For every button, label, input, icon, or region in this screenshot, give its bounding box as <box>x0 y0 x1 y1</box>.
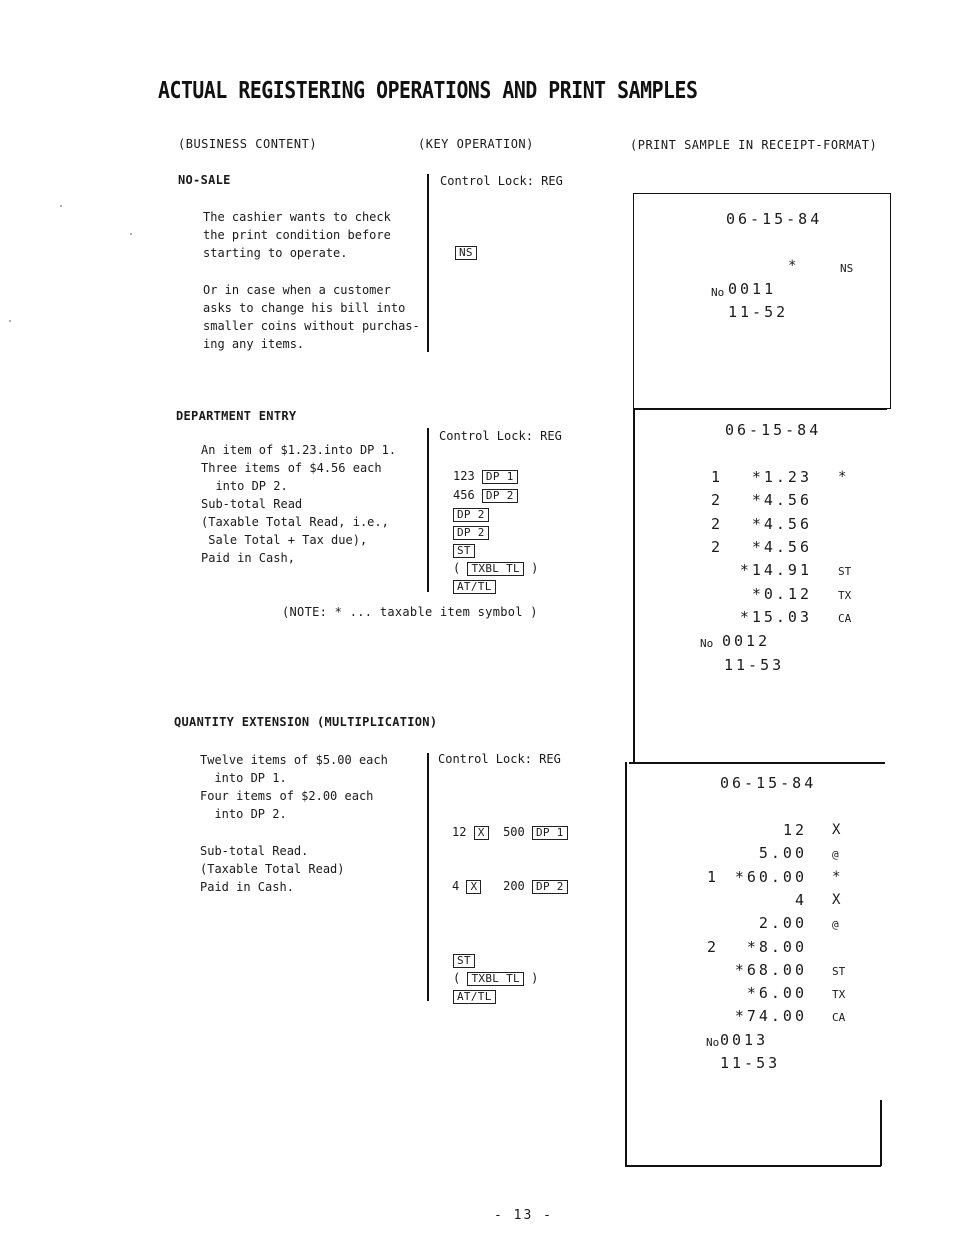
receipt-number: 0011 <box>728 280 777 298</box>
receipt-symbol: ST <box>832 964 846 978</box>
receipt-number: 0012 <box>722 632 771 650</box>
receipt-symbol: TX <box>832 988 846 1002</box>
receipt-dept-number: 2 <box>707 937 720 956</box>
quantity-extension-steps: Sub-total Read. (Taxable Total Read) Paid in Cash. <box>200 844 345 894</box>
receipt-amount: *0.12 <box>751 584 812 603</box>
dp1-key: DP 1 <box>532 826 568 840</box>
at-tl-key: AT/TL <box>453 990 496 1004</box>
quantity-entry: 4 <box>452 879 460 893</box>
key-sequence-line <box>453 505 489 523</box>
ns-key: NS <box>455 246 477 260</box>
quantity-extension-title: QUANTITY EXTENSION (MULTIPLICATION) <box>174 715 438 729</box>
page-title: ACTUAL REGISTERING OPERATIONS AND PRINT SAMPLES <box>158 78 698 104</box>
receipt-date: 06-15-84 <box>725 421 822 439</box>
txbl-tl-key: TXBL TL <box>467 562 523 576</box>
receipt-amount: *1.23 <box>751 468 812 486</box>
key-sequence-line <box>453 467 518 485</box>
amount-entry: 123 <box>453 469 475 483</box>
receipt-time: 11-53 <box>724 656 785 674</box>
receipt-left-edge <box>625 762 627 1166</box>
quantity-entry: 12 <box>452 825 467 839</box>
receipt-symbol: * <box>838 469 847 485</box>
column-heading-key: (KEY OPERATION) <box>418 137 534 151</box>
receipt-time: 11-53 <box>720 1054 781 1072</box>
receipt-dept-number: 2 <box>711 491 724 510</box>
multiply-key: X <box>466 880 481 894</box>
receipt-no-symbol: No <box>711 286 725 299</box>
paren-close: ) <box>531 561 539 575</box>
no-sale-title: NO-SALE <box>178 173 231 187</box>
multiply-key: X <box>474 826 489 840</box>
paren-close: ) <box>531 971 539 985</box>
receipt-symbol: @ <box>832 848 839 862</box>
receipt-symbol: ST <box>838 565 852 579</box>
key-sequence-line <box>453 486 518 504</box>
key-sequence-line <box>453 951 475 969</box>
receipt-amount: *6.00 <box>746 984 807 1003</box>
scan-speck <box>60 205 62 207</box>
receipt-amount: *4.56 <box>751 537 812 556</box>
receipt-amount: 4 <box>794 890 807 909</box>
control-lock-label: Control Lock: REG <box>440 174 563 188</box>
receipt-amount: *60.00 <box>734 867 807 886</box>
receipt-date: 06-15-84 <box>720 774 817 792</box>
txbl-tl-key: TXBL TL <box>467 972 523 986</box>
receipt-amount: *74.00 <box>734 1007 807 1026</box>
receipt-amount: *14.91 <box>739 561 812 580</box>
receipt-star-symbol: * <box>788 258 797 274</box>
receipt-number: 0013 <box>720 1031 769 1049</box>
department-entry-title: DEPARTMENT ENTRY <box>176 409 297 423</box>
paren-open: ( <box>453 971 461 985</box>
receipt-date: 06-15-84 <box>726 210 823 228</box>
receipt-amount: 2.00 <box>758 914 807 933</box>
key-sequence-line <box>453 987 496 1005</box>
key-sequence-line <box>452 877 568 895</box>
receipt-right-edge <box>880 1100 882 1166</box>
key-column-divider <box>427 174 429 352</box>
receipt-symbol: CA <box>838 611 852 625</box>
receipt-dept-number: 1 <box>707 867 720 886</box>
at-tl-key: AT/TL <box>453 580 496 594</box>
receipt-symbol: X <box>832 822 841 838</box>
receipt-amount: *15.03 <box>739 607 812 626</box>
receipt-amount: *8.00 <box>746 937 807 956</box>
receipt-symbol: TX <box>838 588 852 602</box>
key-sequence <box>455 243 477 261</box>
no-sale-description-alt: Or in case when a customer asks to change his bill into smaller coins without purchas- ing any items. <box>203 283 420 351</box>
receipt-symbol: * <box>832 868 841 885</box>
amount-entry: 456 <box>453 488 475 502</box>
taxable-note: (NOTE: * ... taxable item symbol ) <box>282 605 538 619</box>
receipt-time: 11-52 <box>728 303 789 321</box>
scan-speck <box>9 320 11 322</box>
receipt-separator <box>629 762 885 764</box>
receipt-symbol: @ <box>832 918 839 932</box>
quantity-extension-description: Twelve items of $5.00 each into DP 1. Four items of $2.00 each into DP 2. <box>200 753 388 821</box>
receipt-no-symbol: No <box>706 1036 720 1049</box>
key-sequence-line <box>453 523 489 541</box>
receipt-amount: *4.56 <box>751 514 812 533</box>
key-sequence-line <box>452 823 568 841</box>
st-key: ST <box>453 954 475 968</box>
receipt-dept-number: 2 <box>711 537 724 556</box>
page-number: - 13 - <box>494 1208 553 1223</box>
receipt-symbol: CA <box>832 1011 846 1025</box>
dp1-key: DP 1 <box>482 470 518 484</box>
receipt-amount: *4.56 <box>751 491 812 510</box>
dp2-key: DP 2 <box>453 508 489 522</box>
receipt-amount: 12 <box>782 821 807 839</box>
dp2-key: DP 2 <box>532 880 568 894</box>
key-sequence-line <box>453 541 475 559</box>
scan-speck <box>130 233 132 235</box>
receipt-bottom-edge <box>625 1165 881 1167</box>
column-heading-business: (BUSINESS CONTENT) <box>178 137 318 151</box>
key-sequence-line <box>453 969 538 987</box>
receipt-separator <box>633 408 887 410</box>
receipt-amount: *68.00 <box>734 960 807 979</box>
control-lock-label: Control Lock: REG <box>439 429 562 443</box>
control-lock-label: Control Lock: REG <box>438 752 561 766</box>
key-sequence-line <box>453 577 496 595</box>
no-sale-description: The cashier wants to check the print condition before starting to operate. <box>203 210 391 260</box>
dp2-key: DP 2 <box>482 489 518 503</box>
price-entry: 500 <box>503 825 525 839</box>
key-column-divider <box>427 753 429 1001</box>
price-entry: 200 <box>503 879 525 893</box>
receipt-amount: 5.00 <box>758 844 807 863</box>
receipt-no-symbol: No <box>700 637 714 650</box>
receipt-dept-number: 2 <box>711 514 724 533</box>
dp2-key: DP 2 <box>453 526 489 540</box>
st-key: ST <box>453 544 475 558</box>
department-entry-description: An item of $1.23.into DP 1. Three items of $4.56 each into DP 2. Sub-total Read (Taxable Total Read, i.e., Sale Total + Tax due), Paid in Cash, <box>201 443 397 565</box>
receipt-dept-number: 1 <box>711 468 724 486</box>
receipt-left-edge <box>633 408 635 763</box>
receipt-ns-symbol: NS <box>840 262 854 275</box>
key-column-divider <box>427 428 429 592</box>
receipt-symbol: X <box>832 891 841 908</box>
paren-open: ( <box>453 561 461 575</box>
key-sequence-line <box>453 559 538 577</box>
column-heading-print: (PRINT SAMPLE IN RECEIPT-FORMAT) <box>630 138 878 152</box>
